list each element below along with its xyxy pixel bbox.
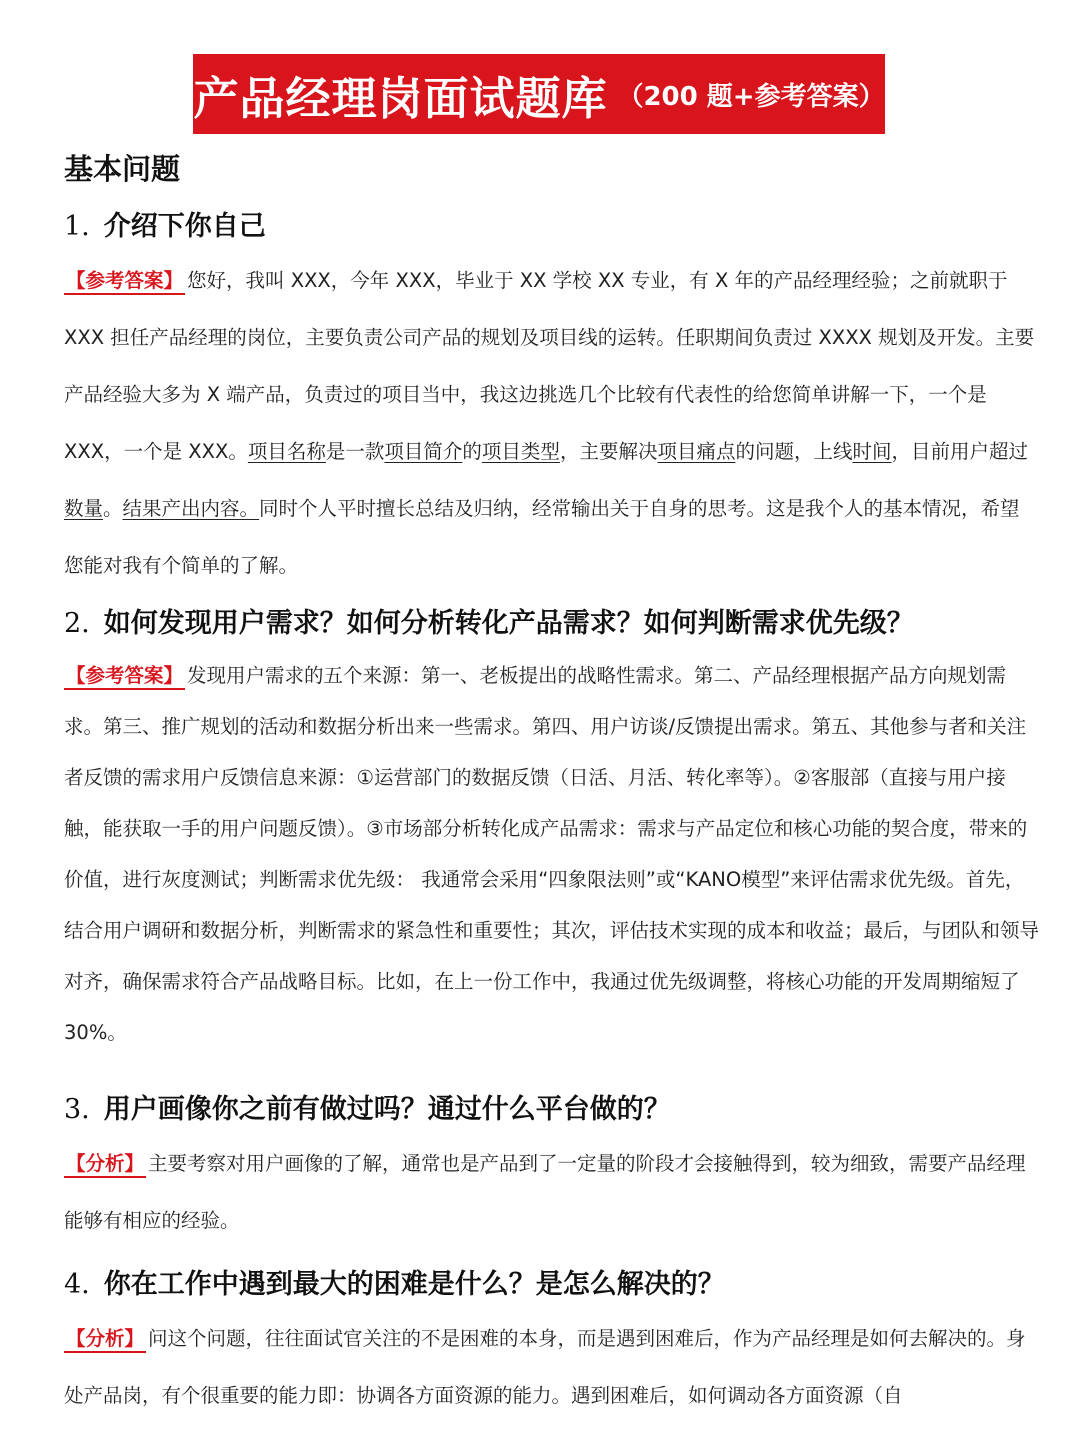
- question-number: 2.: [64, 608, 90, 639]
- answer-text: ，目前用户超过: [891, 440, 1029, 463]
- question-2-title: [64, 601, 914, 640]
- section-title: 基本问题: [64, 152, 181, 186]
- question-4-answer: [64, 1310, 1039, 1424]
- answer-tag: 【参考答案】: [64, 269, 185, 295]
- answer-text: 主要考察对用户画像的了解，通常也是产品到了一定量的阶段才会接触得到，较为细致，需要产品经理能够有相应的经验。: [64, 1152, 1026, 1232]
- question-text: 用户画像你之前有做过吗？通过什么平台做的？: [103, 1094, 671, 1125]
- underlined-text: 项目名称: [247, 440, 326, 463]
- question-text: 介绍下你自己: [103, 211, 266, 242]
- underlined-text: 项目简介: [384, 440, 463, 463]
- question-1-title: [64, 204, 266, 243]
- answer-tag: 【分析】: [64, 1152, 146, 1178]
- question-number: 4.: [64, 1269, 90, 1300]
- answer-text: 您好，我叫 XXX，今年 XXX，毕业于 XX 学校 XX 专业，有 X 年的产品经理经验；之前就职于 XXX 担任产品经理的岗位，主要负责公司产品的规划及项目线的运转。任职期间负责过 XXXX 规划及开发。主要产品经验大多为 X 端产品，负责过的项目当中，我这边挑选几个比较有代表性的给您简单讲解一下，一个是 XXX，一个是 XXX。: [64, 269, 1035, 463]
- answer-tag: 【参考答案】: [64, 664, 185, 690]
- answer-text: 是一款: [325, 440, 385, 463]
- answer-text: 的: [462, 440, 482, 463]
- banner-title: 产品经理岗面试题库: [193, 71, 608, 125]
- question-number: 1.: [64, 211, 90, 242]
- underlined-text: 时间: [852, 440, 892, 463]
- answer-tag: 【分析】: [64, 1327, 146, 1353]
- question-1-answer: [64, 252, 1039, 594]
- answer-text: 的问题，上线: [735, 440, 853, 463]
- answer-text: ，主要解决: [559, 440, 658, 463]
- underlined-text: 结果产出内容。: [122, 497, 260, 520]
- answer-text: 发现用户需求的五个来源：第一、老板提出的战略性需求。第二、产品经理根据产品方向规划需求。第三、推广规划的活动和数据分析出来一些需求。第四、用户访谈/反馈提出需求。第五、其他参与者和关注者反馈的需求用户反馈信息来源：①运营部门的数据反馈（日活、月活、转化率等）。②客服部（直接与用户接触，能获取一手的用户问题反馈）。③市场部分析转化成产品需求：需求与产品定位和核心功能的契合度，带来的价值，进行灰度测试；判断需求优先级： 我通常会采用“四象限法则”或“KANO模型”来评估需求优先级。首先，结合用户调研和数据分析，判断需求的紧急性和重要性；其次，评估技术实现的成本和收益；最后，与团队和领导对齐，确保需求符合产品战略目标。比如，在上一份工作中，我通过优先级调整，将核心功能的开发周期缩短了30%。: [64, 664, 1040, 1044]
- question-4-title: [64, 1262, 725, 1301]
- underlined-text: 数量: [64, 497, 104, 520]
- banner-subtitle: （200 题+参考答案）: [617, 81, 885, 112]
- underlined-text: 项目痛点: [657, 440, 736, 463]
- question-number: 3.: [64, 1094, 90, 1125]
- question-2-answer: [64, 650, 1039, 1058]
- answer-text: 。: [103, 497, 123, 520]
- question-text: 如何发现用户需求？如何分析转化产品需求？如何判断需求优先级？: [103, 608, 914, 639]
- answer-text: 问这个问题，往往面试官关注的不是困难的本身，而是遇到困难后，作为产品经理是如何去解决的。身处产品岗，有个很重要的能力即：协调各方面资源的能力。遇到困难后，如何调动各方面资源（自: [64, 1327, 1026, 1407]
- question-3-title: [64, 1087, 671, 1126]
- question-text: 你在工作中遇到最大的困难是什么？是怎么解决的？: [103, 1269, 725, 1300]
- title-banner: [193, 54, 885, 134]
- underlined-text: 项目类型: [481, 440, 560, 463]
- answer-text: 同时个人平时擅长总结及归纳，经常输出关于自身的思考。这是我个人的基本情况，希望您能对我有个简单的了解。: [64, 497, 1020, 577]
- question-3-answer: [64, 1135, 1039, 1249]
